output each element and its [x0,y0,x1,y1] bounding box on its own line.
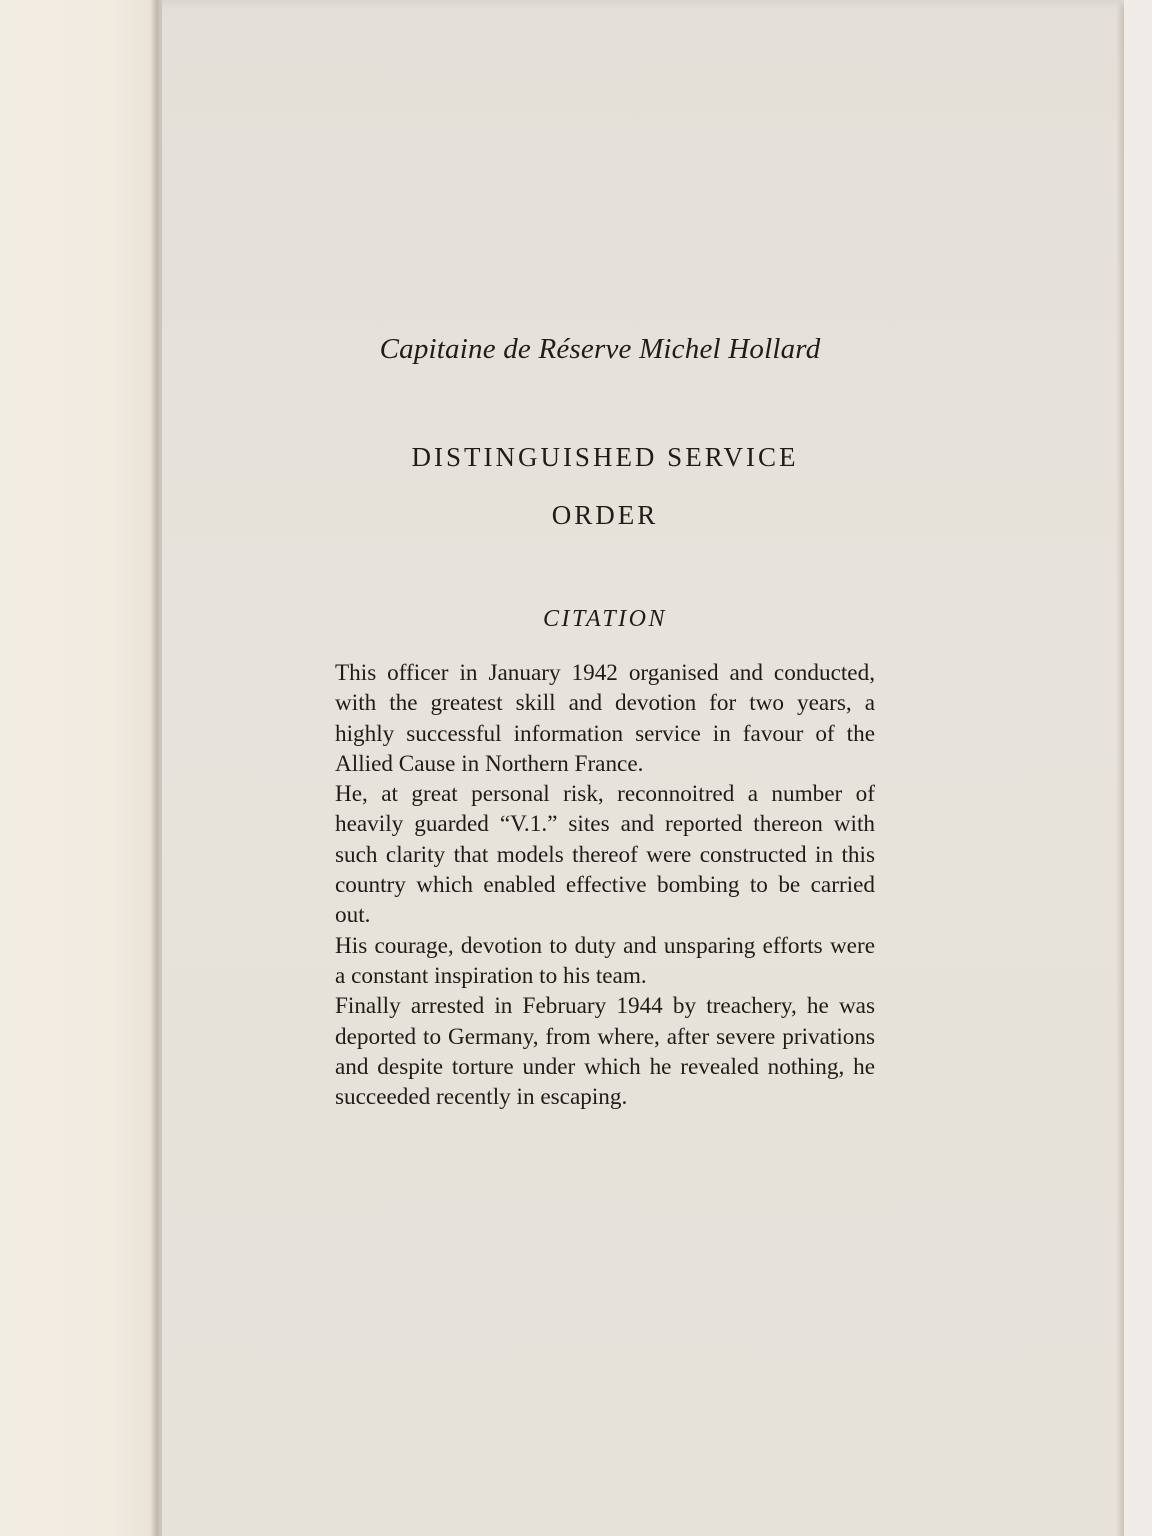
citation-body [335,658,875,1112]
top-edge [162,0,1124,10]
citation-paragraph: Finally arrested in February 1944 by treachery, he was deported to Germany, from where, after severe privations and despite torture under which he revealed nothing, he succeeded recently in escaping. [335,993,875,1111]
citation-paragraph: This officer in January 1942 organised and conducted, with the greatest skill and devotion for two years, a highly successful information service in favour of the Allied Cause in Northern France. [335,660,875,777]
citation-paragraph: His courage, devotion to duty and unsparing efforts were a constant inspiration to his team. [335,932,875,989]
citation-paragraph: He, at great personal risk, reconnoitred a number of heavily guarded “V.1.” sites and reported thereon with such clarity that models thereof were constructed in this country which enabled effective bombing to be carried out. [335,781,875,929]
facing-page [0,0,158,1536]
award-title-line-1: DISTINGUISHED SERVICE [411,442,799,472]
page-edge [1116,0,1124,1536]
citation-heading: CITATION [542,606,667,632]
award-title-line-2: ORDER [551,500,659,530]
recipient-name: Capitaine de Réserve Michel Hollard [379,333,821,365]
